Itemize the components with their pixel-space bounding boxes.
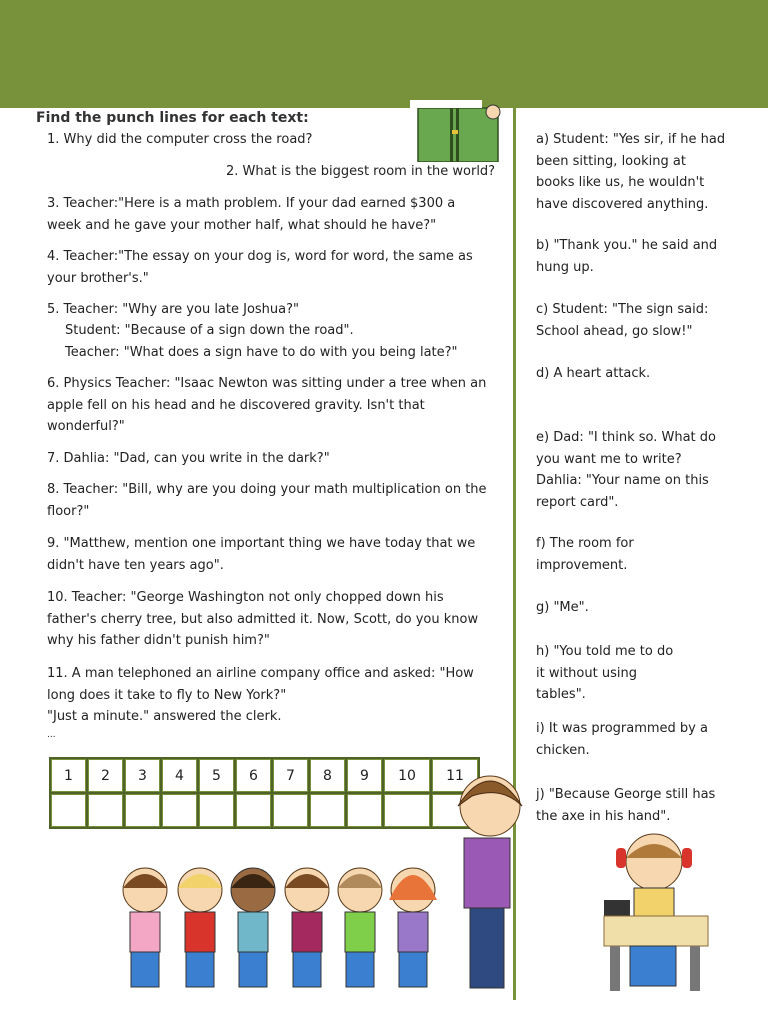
question-2: 2. What is the biggest room in the world?	[226, 164, 496, 179]
answer-cell[interactable]	[199, 794, 234, 827]
answer-cell[interactable]	[162, 794, 197, 827]
answer-e-line-2: Dahlia: "Your name on this report card".	[536, 473, 709, 510]
children-illustration	[115, 860, 445, 995]
question-6: 6. Physics Teacher: "Isaac Newton was sitting under a tree when an apple fell on his head and he discovered gravity. Isn't that wonderful?"	[47, 376, 487, 434]
grid-number: 5	[199, 759, 234, 792]
answer-h: h) "You told me to do it without using tables".	[536, 644, 674, 702]
student-at-desk-illustration	[598, 830, 713, 995]
answer-cell[interactable]	[273, 794, 308, 827]
answer-g: g) "Me".	[536, 600, 589, 615]
question-3: 3. Teacher:"Here is a math problem. If your dad earned $300 a week and he gave your mother half, what should he have?"	[47, 196, 456, 233]
grid-number: 4	[162, 759, 197, 792]
answer-cell[interactable]	[384, 794, 430, 827]
answer-a: a) Student: "Yes sir, if he had been sitting, looking at books like us, he wouldn't have discovered anything.	[536, 132, 726, 212]
answer-grid	[49, 757, 480, 829]
answer-d: d) A heart attack.	[536, 366, 651, 381]
grid-number: 9	[347, 759, 382, 792]
question-11-line-2: "Just a minute." answered the clerk.	[47, 709, 282, 724]
question-5-line-2: Student: "Because of a sign down the road".	[65, 323, 354, 338]
grid-number: 10	[384, 759, 430, 792]
answer-cell[interactable]	[236, 794, 271, 827]
question-5-line-3: Teacher: "What does a sign have to do with you being late?"	[65, 345, 458, 360]
answer-e: e) Dad: "I think so. What do you want me to write?	[536, 430, 716, 467]
answer-cell[interactable]	[51, 794, 86, 827]
answer-i: i) It was programmed by a chicken.	[536, 721, 708, 758]
answer-b: b) "Thank you." he said and hung up.	[536, 238, 718, 275]
answer-cell[interactable]	[310, 794, 345, 827]
question-5: 5. Teacher: "Why are you late Joshua?"	[47, 302, 300, 317]
instructions-title: Find the punch lines for each text:	[36, 110, 309, 126]
question-1: 1. Why did the computer cross the road?	[47, 132, 313, 147]
teacher-illustration	[452, 766, 527, 994]
header-banner	[0, 0, 768, 108]
answer-cell[interactable]	[347, 794, 382, 827]
grid-number: 8	[310, 759, 345, 792]
answer-f: f) The room for improvement.	[536, 536, 634, 573]
question-11: 11. A man telephoned an airline company office and asked: "How long does it take to fly to New York?"	[47, 666, 474, 703]
grid-number: 2	[88, 759, 123, 792]
question-8: 8. Teacher: "Bill, why are you doing your math multiplication on the floor?"	[47, 482, 487, 519]
question-7: 7. Dahlia: "Dad, can you write in the dark?"	[47, 451, 330, 466]
answer-c: c) Student: "The sign said: School ahead, go slow!"	[536, 302, 709, 339]
grid-number: 11	[432, 759, 478, 792]
grid-number: 7	[273, 759, 308, 792]
grid-number: 1	[51, 759, 86, 792]
question-10: 10. Teacher: "George Washington not only chopped down his father's cherry tree, but also admitted it. Now, Scott, do you know why his father didn't punish him?"	[47, 590, 479, 648]
grid-number: 6	[236, 759, 271, 792]
question-9: 9. "Matthew, mention one important thing we have today that we didn't have ten years ago".	[47, 536, 476, 573]
answer-cell[interactable]	[88, 794, 123, 827]
answer-cell[interactable]	[125, 794, 160, 827]
question-4: 4. Teacher:"The essay on your dog is, word for word, the same as your brother's."	[47, 249, 473, 286]
answer-j: j) "Because George still has the axe in his hand".	[536, 787, 716, 824]
ellipsis: ...	[47, 730, 56, 740]
grid-number: 3	[125, 759, 160, 792]
